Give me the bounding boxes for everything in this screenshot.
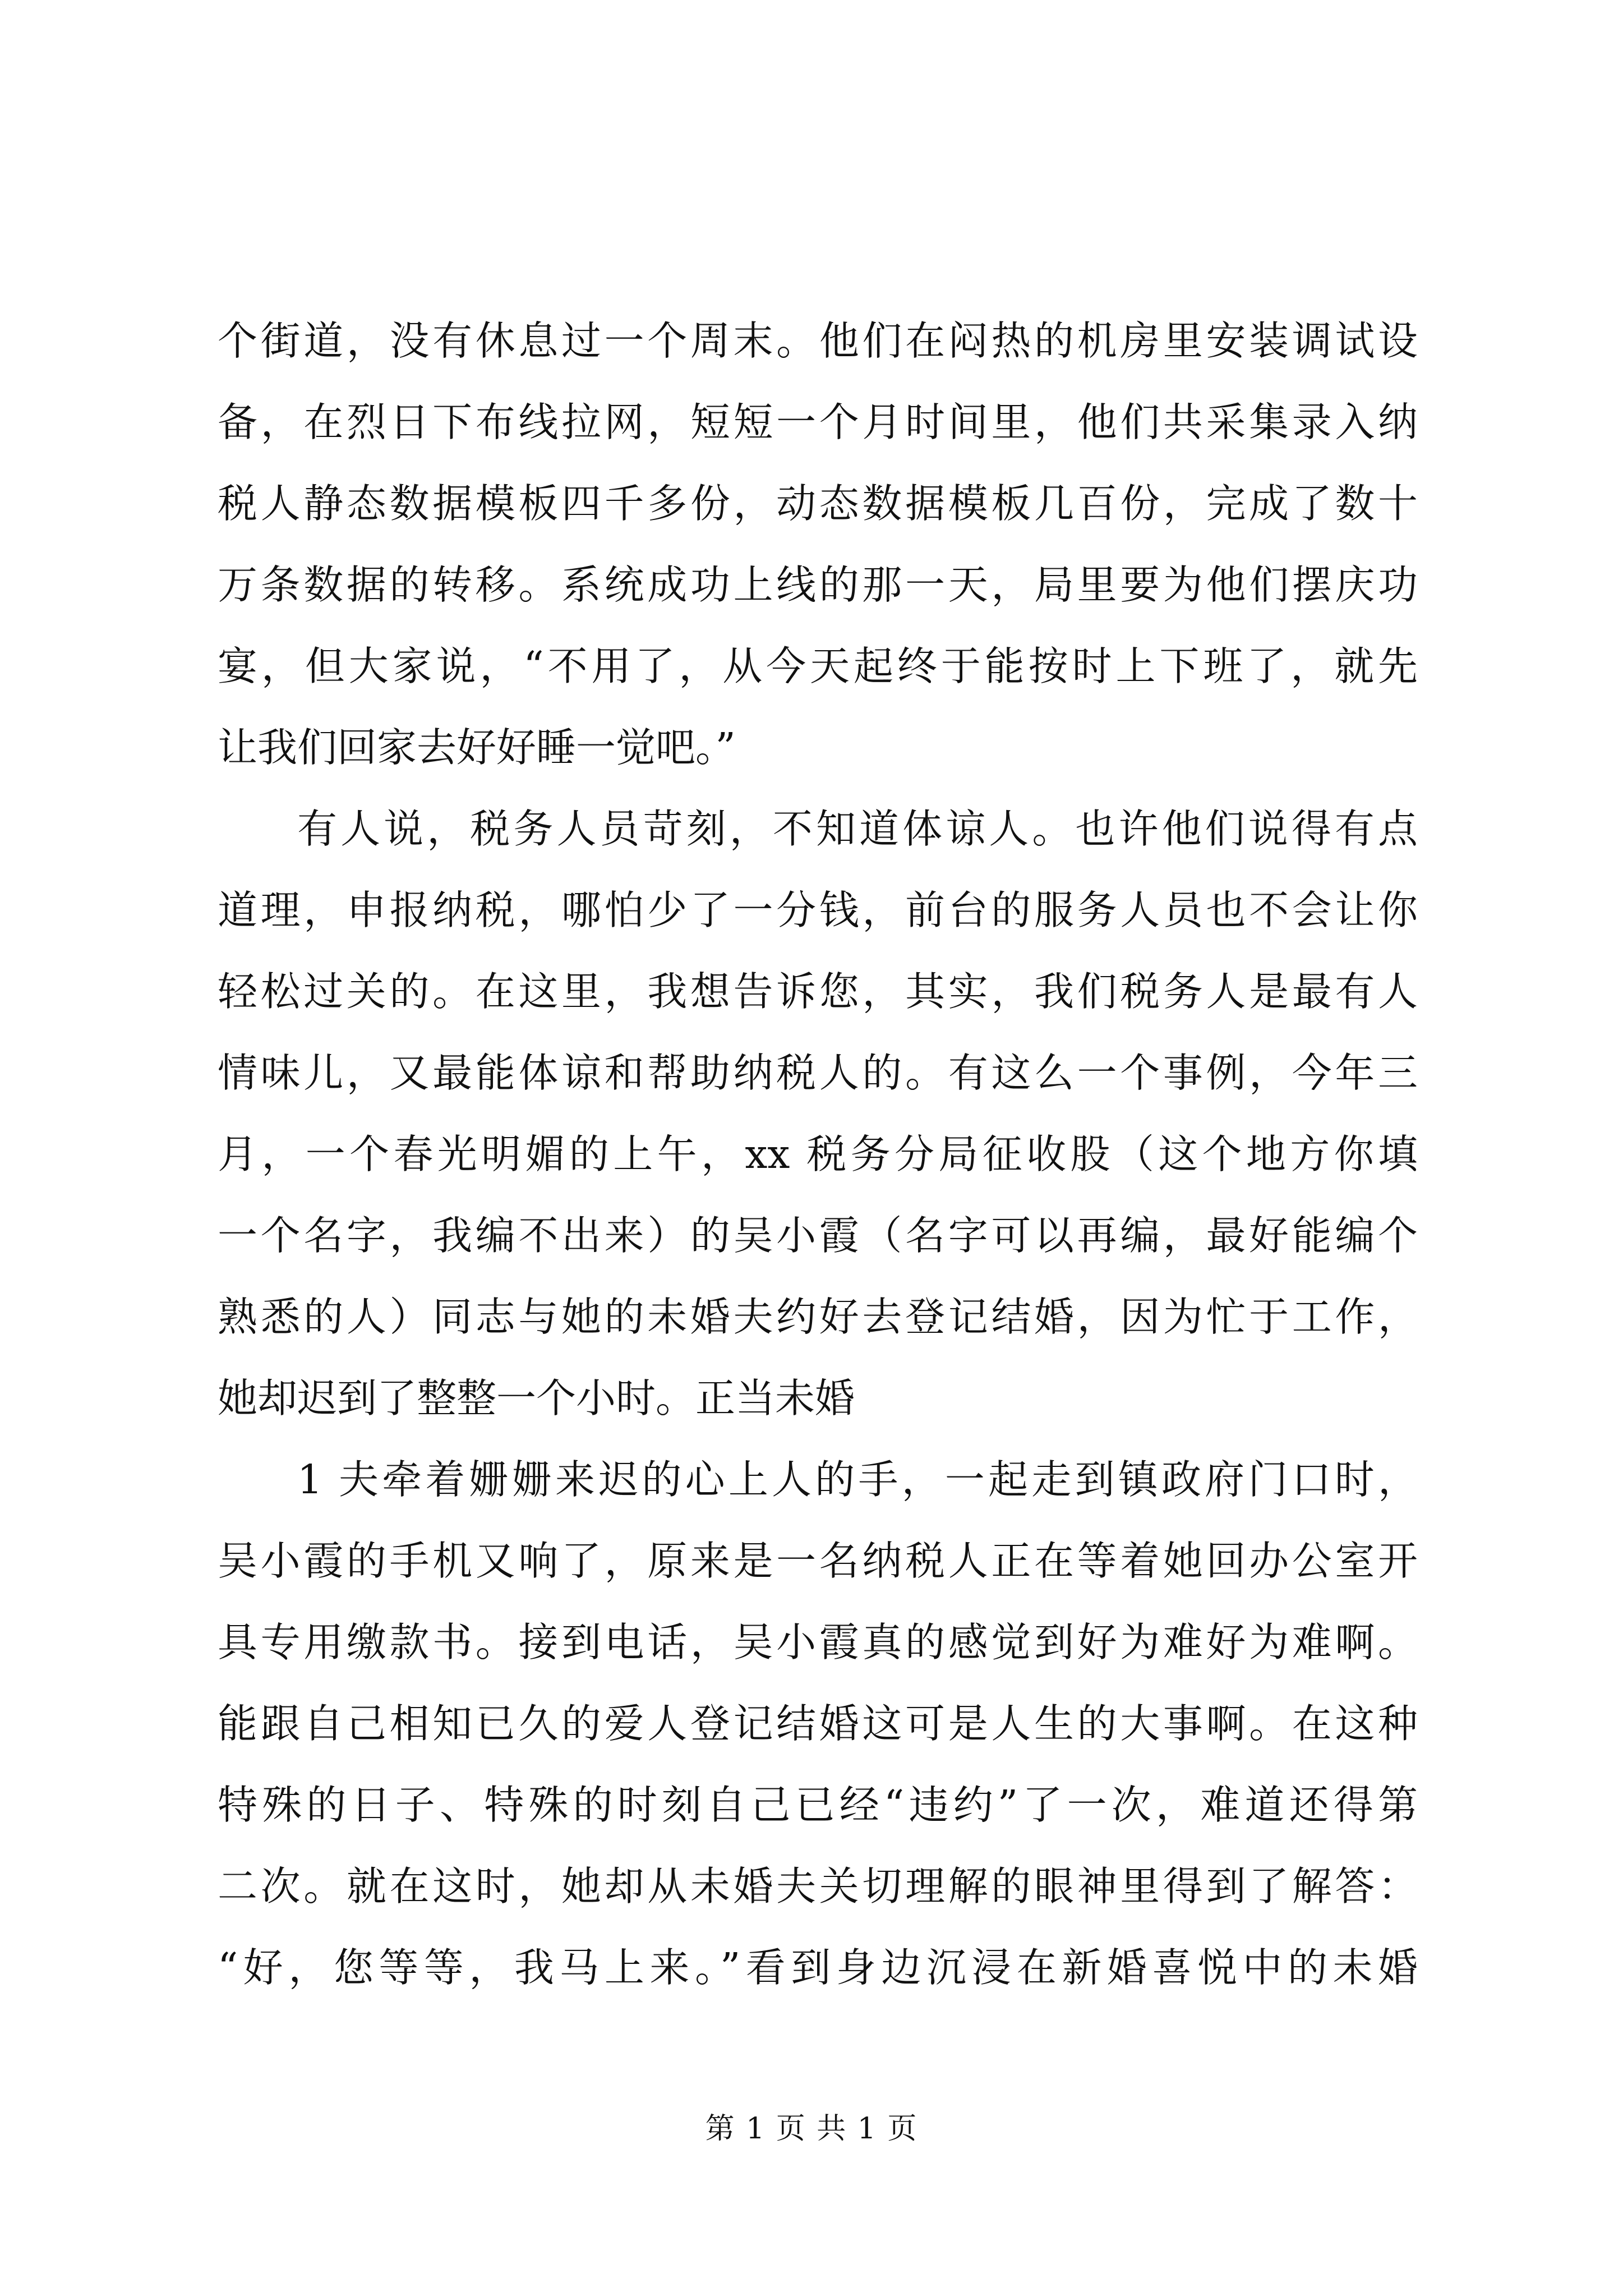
text-line: 个街道，没有休息过一个周末。他们在闷热的机房里安装调试设 (218, 318, 1418, 364)
page-footer: 第 1 页 共 1 页 (705, 2112, 918, 2146)
paragraph-first-line: 1 夫牵着姗姗来迟的心上人的手，一起走到镇政府门口时， (297, 1456, 1418, 1503)
text-line: 轻松过关的。在这里，我想告诉您，其实，我们税务人是最有人 (218, 968, 1418, 1015)
text-line: 税人静态数据模板四千多份，动态数据模板几百份，完成了数十 (218, 480, 1418, 527)
text-line: 她却迟到了整整一个小时。正当未婚 (218, 1375, 855, 1421)
text-line: 情味儿，又最能体谅和帮助纳税人的。有这么一个事例，今年三 (218, 1050, 1418, 1096)
paragraph-first-line: 有人说，税务人员苛刻，不知道体谅人。也许他们说得有点 (297, 806, 1418, 852)
text-line: 特殊的日子、特殊的时刻自己已经“违约”了一次，难道还得第 (218, 1782, 1418, 1828)
text-line: 熟悉的人）同志与她的未婚夫约好去登记结婚，因为忙于工作， (218, 1294, 1418, 1340)
text-line: 能跟自己相知已久的爱人登记结婚这可是人生的大事啊。在这种 (218, 1700, 1418, 1747)
text-line: 道理，申报纳税，哪怕少了一分钱，前台的服务人员也不会让你 (218, 887, 1418, 933)
body-text (218, 300, 1418, 2008)
text-line: “好，您等等，我马上来。”看到身边沉浸在新婚喜悦中的未婚 (218, 1944, 1418, 1991)
text-line: 月，一个春光明媚的上午，xx 税务分局征收股（这个地方你填 (218, 1131, 1418, 1177)
text-line: 备，在烈日下布线拉网，短短一个月时间里，他们共采集录入纳 (218, 399, 1418, 445)
text-line: 万条数据的转移。系统成功上线的那一天，局里要为他们摆庆功 (218, 562, 1418, 608)
text-line: 一个名字，我编不出来）的吴小霞（名字可以再编，最好能编个 (218, 1212, 1418, 1259)
text-line: 宴，但大家说，“不用了，从今天起终于能按时上下班了，就先 (218, 643, 1418, 689)
text-line: 让我们回家去好好睡一觉吧。” (218, 724, 736, 771)
text-line: 具专用缴款书。接到电话，吴小霞真的感觉到好为难好为难啊。 (218, 1619, 1418, 1665)
text-line: 二次。就在这时，她却从未婚夫关切理解的眼神里得到了解答： (218, 1863, 1418, 1910)
text-line: 吴小霞的手机又响了，原来是一名纳税人正在等着她回办公室开 (218, 1538, 1418, 1584)
